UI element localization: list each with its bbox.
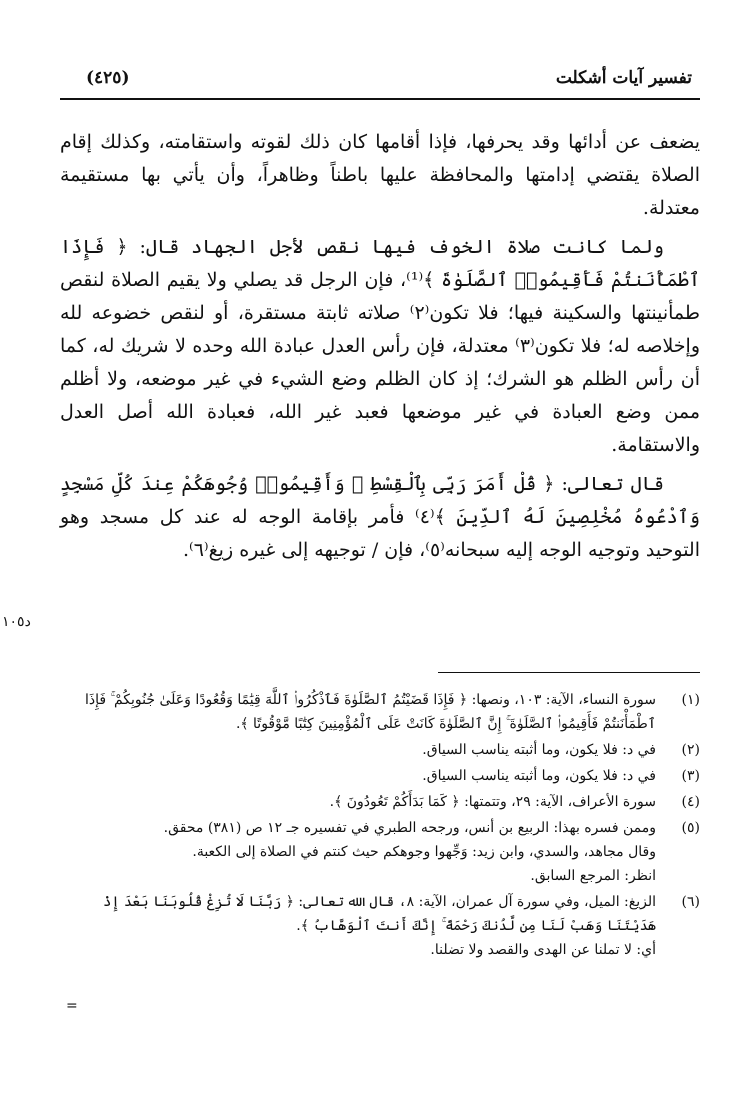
footnote bbox=[60, 764, 700, 788]
footnote bbox=[60, 738, 700, 762]
footnote-number: (٢) bbox=[681, 742, 700, 758]
page-number: (٤٢٥) bbox=[86, 68, 130, 88]
paragraph-3: قال تعالى: ﴿ قُلْ أَمَرَ رَبِّى بِٱلْقِسْطِ ۖ وَأَقِيمُوا۟ وُجُوهَكُمْ عِندَ كُلِّ مَسْجِدٍ وَٱدْعُوهُ مُخْلِصِينَ لَهُ ٱلدِّينَ ﴾⁽٤⁾ فأمر بإقامة الوجه له عند كل مسجد وهو التوحيد وتوجيه الوجه إليه سبحانه⁽٥⁾، فإن / توجيهه إلى غيره زيغ⁽٦⁾. bbox=[60, 473, 700, 561]
page-header bbox=[60, 68, 700, 96]
footnote-line: انظر: المرجع السابق. bbox=[530, 868, 656, 884]
footnote-separator bbox=[438, 672, 700, 673]
footnote bbox=[60, 890, 700, 962]
footnote-line: أي: لا تملنا عن الهدى والقصد ولا تضلنا. bbox=[430, 942, 656, 958]
footnotes bbox=[60, 688, 700, 964]
footnote bbox=[60, 816, 700, 888]
edge-mark: = bbox=[66, 998, 78, 1014]
footnote-number: (١) bbox=[681, 692, 700, 708]
footnote bbox=[60, 688, 700, 736]
footnote-line: سورة الأعراف، الآية: ٢٩، وتتمتها: ﴿ كَمَا بَدَأَكُمْ تَعُودُونَ ﴾. bbox=[329, 794, 656, 810]
footnote-line: سورة النساء، الآية: ١٠٣، ونصها: ﴿ فَإِذَا قَضَيْتُمُ ٱلصَّلَوٰةَ فَٱذْكُرُوا۟ ٱللَّهَ قِيَٰمًا وَقُعُودًا وَعَلَىٰ جُنُوبِكُمْ ۚ فَإِذَا ٱطْمَأْنَنتُمْ فَأَقِيمُوا۟ ٱلصَّلَوٰةَ ۚ إِنَّ ٱلصَّلَوٰةَ كَانَتْ عَلَى ٱلْمُؤْمِنِينَ كِتَٰبًا مَّوْقُوتًا ﴾. bbox=[84, 692, 656, 732]
footnote-line: في د: فلا يكون، وما أثبته يناسب السياق. bbox=[422, 742, 656, 758]
footnote-number: (٦) bbox=[681, 894, 700, 910]
paragraph-2: ولما كانت صلاة الخوف فيها نقص لأجل الجهاد قال: ﴿ فَإِذَا ٱطْمَأْنَنتُمْ فَأَقِيمُوا۟ ٱلصَّلَوٰةَ ﴾⁽¹⁾، فإن الرجل قد يصلي ولا يقيم الصلاة لنقص طمأنينتها والسكينة فيها؛ فلا تكون⁽٢⁾ صلاته ثابتة مستقرة، أو لنقص خضوعه لله وإخلاصه له؛ فلا تكون⁽٣⁾ معتدلة، فإن رأس العدل عبادة الله وحده لا شريك له، كما أن رأس الظلم هو الشرك؛ إذ كان الظلم وضع الشيء في غير موضعه، ولا أظلم ممن وضع العبادة في غير موضعها فعبد غير الله، فعبادة الله أصل العدل والاستقامة. bbox=[60, 236, 700, 456]
footnote-line: الزيغ: الميل، وفي سورة آل عمران، الآية: ٨، قال الله تعالى: ﴿ رَبَّنَا لَا تُزِغْ قُلُوبَنَا بَعْدَ إِذْ هَدَيْتَنَا وَهَبْ لَنَا مِن لَّدُنكَ رَحْمَةً ۚ إِنَّكَ أَنتَ ٱلْوَهَّابُ ﴾. bbox=[103, 894, 656, 934]
footnote-line: في د: فلا يكون، وما أثبته يناسب السياق. bbox=[422, 768, 656, 784]
footnote-number: (٤) bbox=[681, 794, 700, 810]
footnote bbox=[60, 790, 700, 814]
running-title: تفسير آيات أشكلت bbox=[555, 68, 692, 88]
footnote-number: (٥) bbox=[681, 820, 700, 836]
manuscript-folio-note: د١٠٥ bbox=[2, 614, 31, 630]
footnote-line: وممن فسره بهذا: الربيع بن أنس، ورجحه الطبري في تفسيره جـ ١٢ ص (٣٨١) محقق. bbox=[163, 820, 656, 836]
main-text bbox=[60, 126, 700, 573]
header-rule bbox=[60, 98, 700, 100]
footnote-number: (٣) bbox=[681, 768, 700, 784]
footnote-line: وقال مجاهد، والسدي، وابن زيد: وَجِّهوا وجوهكم حيث كنتم في الصلاة إلى الكعبة. bbox=[192, 844, 656, 860]
paragraph-1: يضعف عن أدائها وقد يحرفها، فإذا أقامها كان ذلك لقوته واستقامته، وكذلك إقام الصلاة يقتضي إدامتها والمحافظة عليها باطناً وظاهراً، وأن يأتي بها مستقيمة معتدلة. bbox=[60, 131, 700, 219]
